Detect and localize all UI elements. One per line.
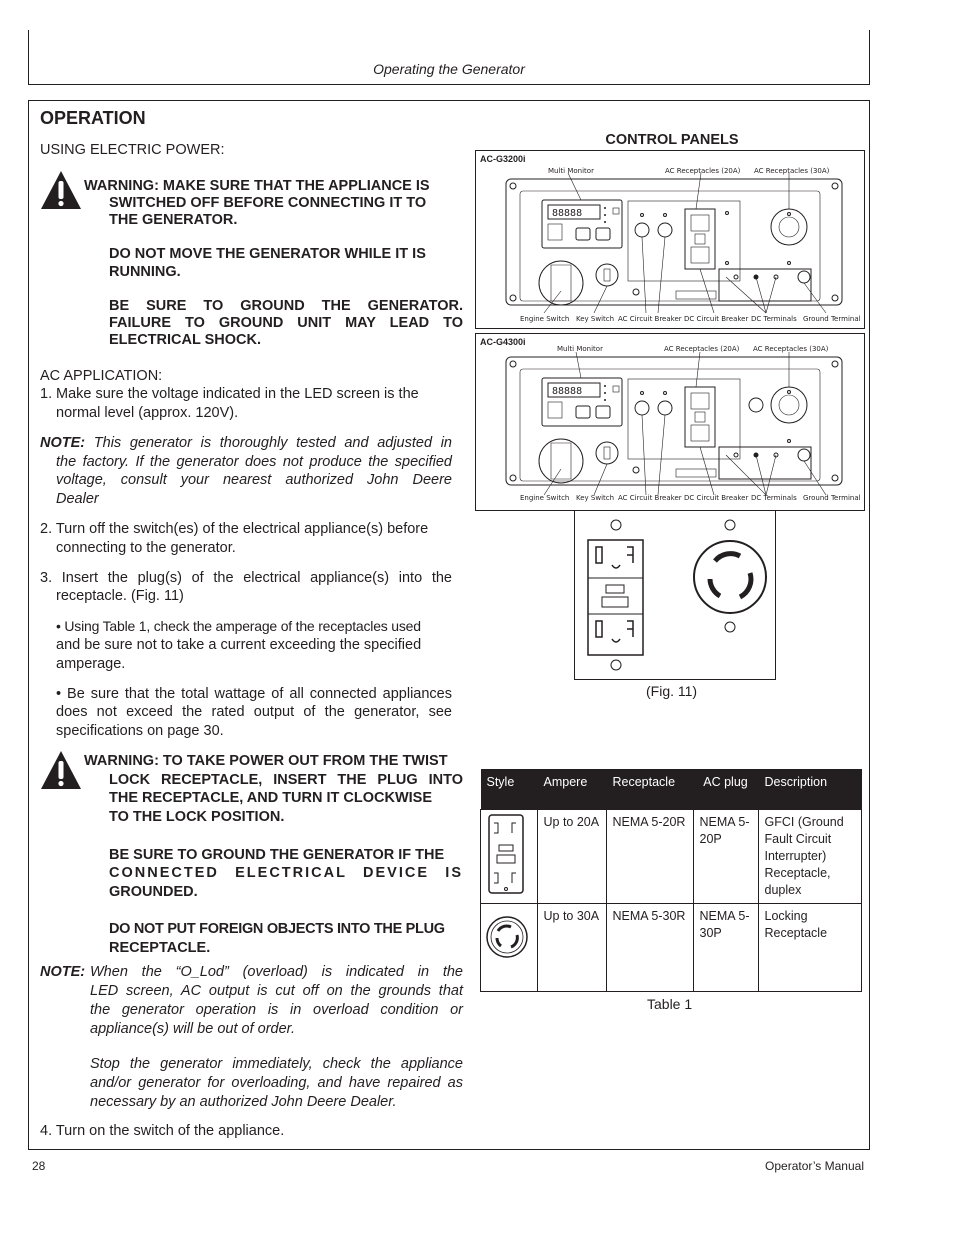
led-display: 88888 bbox=[552, 208, 583, 219]
step-1-line-2: normal level (approx. 120V). bbox=[56, 405, 239, 421]
note-1-line-3: voltage, consult your nearest authorized John Deere bbox=[56, 472, 452, 488]
running-header: Operating the Generator bbox=[373, 61, 525, 77]
warning-1-line-2: SWITCHED OFF BEFORE CONNECTING IT TO bbox=[109, 195, 427, 211]
cell-ampere: Up to 30A bbox=[537, 904, 606, 992]
cell-plug: NEMA 5-20P bbox=[693, 810, 758, 904]
warning-icon bbox=[40, 170, 82, 215]
label-dc-circuit-breaker: DC Circuit Breaker bbox=[684, 494, 749, 502]
step-1-line-1: Make sure the voltage indicated in the LED screen is the bbox=[56, 386, 419, 402]
label-ground-terminal: Ground Terminal bbox=[803, 315, 861, 323]
table-row bbox=[481, 904, 862, 992]
header-ac-plug: AC plug bbox=[693, 769, 758, 810]
header-description: Description bbox=[758, 769, 862, 810]
cell-plug: NEMA 5-30P bbox=[693, 904, 758, 992]
panel-model-label: AC-G4300i bbox=[480, 337, 526, 347]
warning-2-p2-line-3: GROUNDED. bbox=[109, 884, 198, 900]
label-ac-30a: AC Receptacles (30A) bbox=[753, 345, 829, 353]
header-ampere: Ampere bbox=[537, 769, 606, 810]
warning-2-p2-line-2: CONNECTED ELECTRICAL DEVICE IS bbox=[109, 865, 463, 881]
note-2-line-3: the generator operation is in overload condition or bbox=[90, 1002, 463, 1018]
label-ground-terminal: Ground Terminal bbox=[803, 494, 861, 502]
led-display: 88888 bbox=[552, 386, 583, 397]
table-caption: Table 1 bbox=[647, 996, 693, 1012]
warning-2-line-1: WARNING: TO TAKE POWER OUT FROM THE TWIST bbox=[84, 753, 448, 769]
header-receptacle: Receptacle bbox=[606, 769, 693, 810]
page-number: 28 bbox=[32, 1159, 46, 1173]
warning-1-p3-line-1: BE SURE TO GROUND THE GENERATOR. bbox=[109, 298, 463, 314]
warning-1-p3-line-2: FAILURE TO GROUND UNIT MAY LEAD TO bbox=[109, 315, 463, 331]
receptacle-table bbox=[480, 769, 862, 992]
warning-2-p2-line-1: BE SURE TO GROUND THE GENERATOR IF THE bbox=[109, 847, 445, 863]
label-key-switch: Key Switch bbox=[576, 315, 615, 323]
control-panel-diagram-1 bbox=[475, 150, 865, 329]
bullet-2-line-3: specifications on page 30. bbox=[56, 723, 224, 739]
duplex-receptacle-icon bbox=[484, 813, 528, 895]
label-dc-circuit-breaker: DC Circuit Breaker bbox=[684, 315, 749, 323]
twist-lock-receptacle-icon bbox=[481, 904, 538, 992]
bullet-1-line-2: and be sure not to take a current exceeding the specified bbox=[56, 637, 422, 653]
warning-1-line-3: THE GENERATOR. bbox=[109, 212, 238, 228]
label-ac-circuit-breaker: AC Circuit Breaker bbox=[618, 315, 682, 323]
panel-drawing bbox=[476, 334, 864, 510]
label-multi-monitor: Multi Monitor bbox=[557, 345, 603, 353]
note-2-p2-line-3: necessary by an authorized John Deere Dealer. bbox=[90, 1094, 397, 1110]
twist-lock-receptacle-icon bbox=[484, 907, 530, 967]
note-2-p2-line-1: Stop the generator immediately, check the appliance bbox=[90, 1056, 463, 1072]
bullet-2-line-2: does not exceed the rated output of the generator, see bbox=[56, 704, 452, 720]
step-3-line-1: 3. Insert the plug(s) of the electrical appliance(s) into the bbox=[40, 570, 452, 586]
cell-description: GFCI (Ground Fault Circuit Interrupter) Receptacle, duplex bbox=[758, 810, 862, 904]
step-3-line-2: receptacle. (Fig. 11) bbox=[56, 588, 184, 604]
warning-2-p3-line-1: DO NOT PUT FOREIGN OBJECTS INTO THE PLUG bbox=[109, 921, 445, 937]
label-key-switch: Key Switch bbox=[576, 494, 615, 502]
step-2-line-2: connecting to the generator. bbox=[56, 540, 236, 556]
figure-11-caption: (Fig. 11) bbox=[646, 683, 698, 699]
label-multi-monitor: Multi Monitor bbox=[548, 167, 594, 175]
cell-receptacle: NEMA 5-20R bbox=[606, 810, 693, 904]
control-panels-title: CONTROL PANELS bbox=[605, 132, 739, 148]
note-2-label: NOTE: bbox=[40, 964, 86, 980]
step-4: 4. Turn on the switch of the appliance. bbox=[40, 1123, 285, 1139]
receptacle-drawing bbox=[575, 511, 775, 679]
note-2-line-2: LED screen, AC output is cut off on the grounds that bbox=[90, 983, 463, 999]
subheading: USING ELECTRIC POWER: bbox=[40, 142, 225, 158]
note-2-line-1: When the “O_Lod” (overload) is indicated in the bbox=[90, 964, 463, 980]
step-2-line-1: 2. Turn off the switch(es) of the electrical appliance(s) before bbox=[40, 521, 429, 537]
warning-1-p2-line-1: DO NOT MOVE THE GENERATOR WHILE IT IS bbox=[109, 246, 426, 262]
warning-1-line-1: WARNING: MAKE SURE THAT THE APPLIANCE IS bbox=[84, 178, 430, 194]
warning-2-line-4: TO THE LOCK POSITION. bbox=[109, 809, 285, 825]
ac-application-heading: AC APPLICATION: bbox=[40, 368, 163, 384]
step-1-number: 1. bbox=[40, 386, 53, 402]
label-ac-circuit-breaker: AC Circuit Breaker bbox=[618, 494, 682, 502]
table-header-row bbox=[481, 769, 862, 810]
cell-receptacle: NEMA 5-30R bbox=[606, 904, 693, 992]
note-1-text: This generator is thoroughly tested and adjusted in bbox=[85, 435, 452, 451]
header-style: Style bbox=[481, 769, 538, 810]
section-title: OPERATION bbox=[40, 108, 146, 128]
label-ac-20a: AC Receptacles (20A) bbox=[664, 345, 740, 353]
control-panel-diagram-2 bbox=[475, 333, 865, 511]
warning-2-line-2: LOCK RECEPTACLE, INSERT THE PLUG INTO bbox=[109, 772, 463, 788]
note-2-line-4: appliance(s) will be out of order. bbox=[90, 1021, 295, 1037]
warning-1-p3-line-3: ELECTRICAL SHOCK. bbox=[109, 332, 261, 348]
label-engine-switch: Engine Switch bbox=[520, 315, 570, 323]
duplex-receptacle-icon bbox=[481, 810, 538, 904]
bullet-1-line-3: amperage. bbox=[56, 656, 126, 672]
label-dc-terminals: DC Terminals bbox=[751, 494, 797, 502]
warning-2-line-3: THE RECEPTACLE, AND TURN IT CLOCKWISE bbox=[109, 790, 433, 806]
label-dc-terminals: DC Terminals bbox=[751, 315, 797, 323]
note-1-line-2: the factory. If the generator does not produce the specified bbox=[56, 454, 452, 470]
bullet-1-line-1: • Using Table 1, check the amperage of the receptacles used bbox=[56, 618, 421, 634]
warning-2-p3-line-2: RECEPTACLE. bbox=[109, 940, 211, 956]
note-1-line-1 bbox=[40, 434, 452, 453]
bullet-2-line-1: • Be sure that the total wattage of all connected appliances bbox=[56, 686, 452, 702]
cell-ampere: Up to 20A bbox=[537, 810, 606, 904]
label-engine-switch: Engine Switch bbox=[520, 494, 570, 502]
panel-model-label: AC-G3200i bbox=[480, 154, 526, 164]
panel-drawing bbox=[476, 151, 864, 328]
figure-11-receptacles bbox=[574, 510, 776, 680]
label-ac-30a: AC Receptacles (30A) bbox=[754, 167, 830, 175]
warning-icon bbox=[40, 750, 82, 795]
note-2-p2-line-2: and/or generator for overloading, and have repaired as bbox=[90, 1075, 463, 1091]
note-1-line-4: Dealer bbox=[56, 491, 99, 507]
manual-name: Operator’s Manual bbox=[765, 1159, 864, 1173]
note-1-label: NOTE: bbox=[40, 435, 86, 451]
label-ac-20a: AC Receptacles (20A) bbox=[665, 167, 741, 175]
cell-description: Locking Receptacle bbox=[758, 904, 862, 992]
warning-1-p2-line-2: RUNNING. bbox=[109, 264, 181, 280]
table-row bbox=[481, 810, 862, 904]
